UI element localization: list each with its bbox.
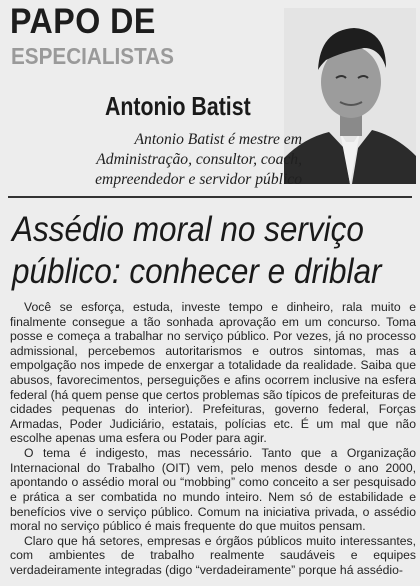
divider: [8, 196, 412, 198]
section-subtitle: ESPECIALISTAS: [11, 43, 174, 69]
bio-line: Administração, consultor, coach,: [96, 151, 302, 168]
author-portrait-icon: [284, 8, 416, 184]
author-photo: [284, 8, 416, 184]
bio-line: empreendedor e servidor público: [95, 171, 302, 188]
bio-line: Antonio Batist é mestre em: [134, 131, 302, 148]
headline-line: público: conhecer e driblar: [12, 252, 382, 291]
headline-line: Assédio moral no serviço: [12, 210, 364, 249]
paragraph: O tema é indigesto, mas necessário. Tanto que a Organização Internacional do Trabalho (OIT) vem, pelo menos desde o ano 2000, apontando o assédio moral ou “mobbing” como conceito a ser pesquisado e prática a ser combatida no mundo inteiro. Nem só de estabilidade e benefícios vive o serviço público. Comum na iniciativa privada, o assédio moral no serviço público é mais frequente do que muitos pensam.: [10, 446, 416, 534]
section-title: PAPO DE: [10, 2, 156, 41]
paragraph: Claro que há setores, empresas e órgãos públicos muito interessantes, com ambientes de trabalho realmente saudáveis e equipes verdadeiramente integradas (digo “verdadeiramente” porque há assédio-: [10, 533, 416, 578]
author-name: Antonio Batist: [105, 91, 251, 121]
headline: [12, 209, 382, 293]
paragraph: Você se esforça, estuda, investe tempo e dinheiro, rala muito e finalmente consegue a tão sonhada aprovação em um concurso. Toma posse e começa a trabalhar no serviço público. Por vezes, já no processo admissional, percebemos autoritarismos e outros sintomas, mas a empolgação nos impede de enxergar a totalidade da realidade. Saiba que abusos, favorecimentos, perseguições e afins ocorrem inclusive na esfera federal (há quem pense que certos problemas são típicos de prefeituras de cidades pequenas do interior). Prefeituras, governo federal, Forças Armadas, Poder Judiciário, estatais, polícias etc. É um mal que não escolhe apenas uma esfera ou Poder para agir.: [10, 300, 416, 446]
author-bio: [42, 130, 302, 190]
article-body: [10, 300, 416, 578]
